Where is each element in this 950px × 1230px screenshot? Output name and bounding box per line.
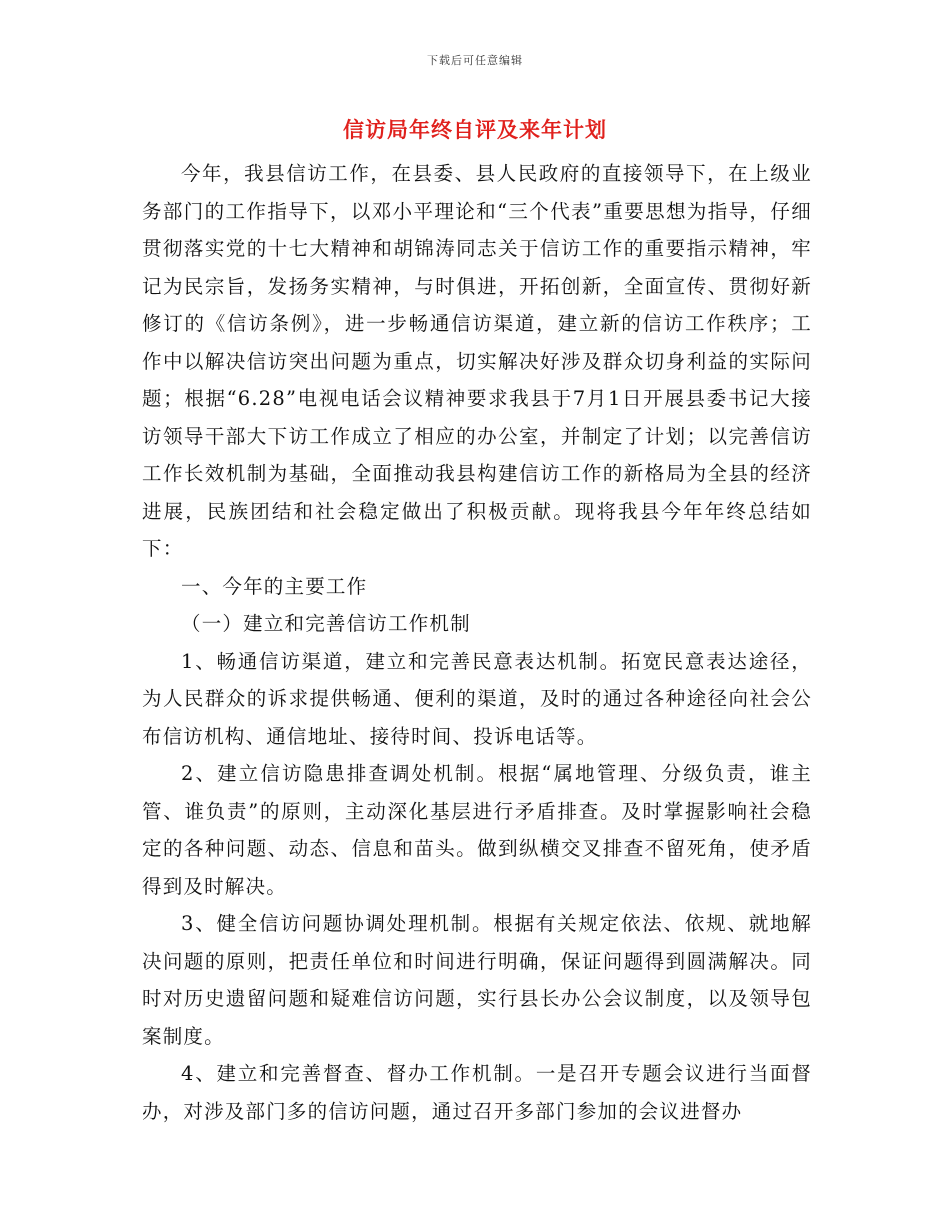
- subsection-heading: （一）建立和完善信访工作机制: [181, 612, 471, 635]
- item-paragraph-1: 1、畅通信访渠道，建立和完善民意表达机制。拓宽民意表达途径，为人民群众的诉求提供畅通、便利的渠道，及时的通过各种途径向社会公布信访机构、通信地址、接待时间、投诉电话等。: [142, 649, 812, 748]
- item-paragraph-4: 4、建立和完善督查、督办工作机制。一是召开专题会议进行当面督办，对涉及部门多的信访问题，通过召开多部门参加的会议进督办: [142, 1062, 812, 1123]
- item-paragraph-3: 3、健全信访问题协调处理机制。根据有关规定依法、依规、就地解决问题的原则，把责任单位和时间进行明确，保证问题得到圆满解决。同时对历史遗留问题和疑难信访问题，实行县长办公会议制度，以及领导包案制度。: [142, 912, 812, 1048]
- header-note: 下载后可任意编辑: [427, 54, 523, 67]
- document-body: [142, 155, 812, 1130]
- item-paragraph-2: 2、建立信访隐患排查调处机制。根据“属地管理、分级负责，谁主管、谁负责”的原则，主动深化基层进行矛盾排查。及时掌握影响社会稳定的各种问题、动态、信息和苗头。做到纵横交叉排查不留死角，使矛盾得到及时解决。: [142, 762, 812, 898]
- section-heading: 一、今年的主要工作: [181, 574, 368, 598]
- intro-paragraph: 今年，我县信访工作，在县委、县人民政府的直接领导下，在上级业务部门的工作指导下，以邓小平理论和“三个代表”重要思想为指导，仔细贯彻落实党的十七大精神和胡锦涛同志关于信访工作的重要指示精神，牢记为民宗旨，发扬务实精神，与时俱进，开拓创新，全面宣传、贯彻好新修订的《信访条例》，进一步畅通信访渠道，建立新的信访工作秩序；工作中以解决信访突出问题为重点，切实解决好涉及群众切身利益的实际问题；根据“6.28”电视电话会议精神要求我县于7月1日开展县委书记大接访领导干部大下访工作成立了相应的办公室，并制定了计划；以完善信访工作长效机制为基础，全面推动我县构建信访工作的新格局为全县的经济进展，民族团结和社会稳定做出了积极贡献。现将我县今年年终总结如下：: [142, 162, 812, 560]
- document-title: 信访局年终自评及来年计划: [343, 117, 607, 142]
